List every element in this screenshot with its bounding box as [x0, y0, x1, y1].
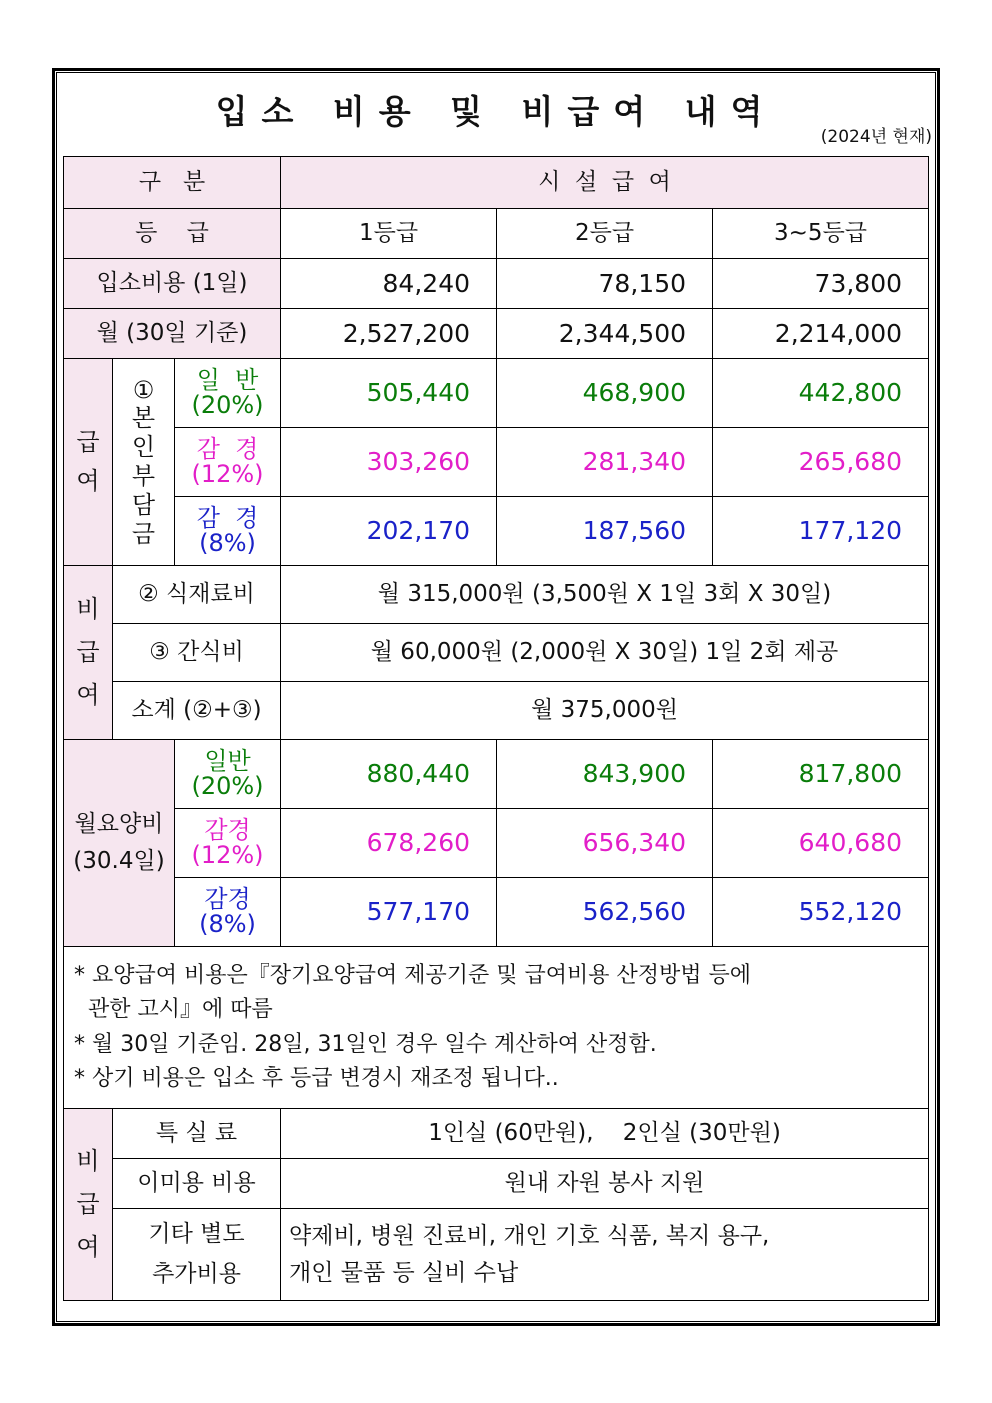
grade-header: 등 급: [64, 209, 281, 259]
hair-label: 이미용 비용: [113, 1159, 281, 1209]
meal-label: ② 식재료비: [113, 566, 281, 624]
note-line: * 요양급여 비용은『장기요양급여 제공기준 및 급여비용 산정방법 등에: [74, 963, 752, 989]
meal-value: 월 315,000원 (3,500원 X 1일 3회 X 30일): [281, 566, 929, 624]
monthly-value: 2,214,000: [713, 309, 929, 359]
page-title: 입소 비용 및 비급여 내역: [215, 92, 777, 131]
daily-value: 73,800: [713, 259, 929, 309]
copay-value: 202,170: [281, 497, 497, 566]
subtotal-label: 소계 (②+③): [113, 682, 281, 740]
copay-value: 442,800: [713, 359, 929, 428]
copay-value: 468,900: [497, 359, 713, 428]
total-value: 817,800: [713, 740, 929, 809]
grade-3-5: 3~5등급: [713, 209, 929, 259]
total-value: 640,680: [713, 809, 929, 878]
benefit-group-label: 급 여: [64, 359, 113, 566]
other-label: 기타 별도 추가비용: [113, 1209, 281, 1301]
copay-value: 281,340: [497, 428, 713, 497]
copay-general-label: 일 반 (20%): [175, 359, 281, 428]
total-general-label: 일반 (20%): [175, 740, 281, 809]
monthly-value: 2,527,200: [281, 309, 497, 359]
snack-value: 월 60,000원 (2,000원 X 30일) 1일 2회 제공: [281, 624, 929, 682]
room-label: 특 실 료: [113, 1109, 281, 1159]
hair-value: 원내 자원 봉사 지원: [281, 1159, 929, 1209]
daily-value: 84,240: [281, 259, 497, 309]
note-line: 관한 고시』에 따름: [74, 997, 273, 1023]
extra-group-label: 비 급 여: [64, 1109, 113, 1301]
copay-value: 187,560: [497, 497, 713, 566]
note-line: * 월 30일 기준임. 28일, 31일인 경우 일수 계산하여 산정함.: [74, 1031, 657, 1057]
total-value: 656,340: [497, 809, 713, 878]
snack-label: ③ 간식비: [113, 624, 281, 682]
monthly-label: 월 (30일 기준): [64, 309, 281, 359]
copay-value: 303,260: [281, 428, 497, 497]
monthly-total-label: 월요양비 (30.4일): [64, 740, 175, 947]
total-reduced12-label: 감경 (12%): [175, 809, 281, 878]
total-value: 843,900: [497, 740, 713, 809]
copay-value: 505,440: [281, 359, 497, 428]
other-value: 약제비, 병원 진료비, 개인 기호 식품, 복지 용구, 개인 물품 등 실비 수납: [281, 1209, 929, 1301]
copay-value: 265,680: [713, 428, 929, 497]
room-value: 1인실 (60만원), 2인실 (30만원): [281, 1109, 929, 1159]
grade-2: 2등급: [497, 209, 713, 259]
copay-label: ① 본 인 부 담 금: [113, 359, 175, 566]
facility-header: 시 설 급 여: [281, 157, 929, 209]
total-value: 562,560: [497, 878, 713, 947]
copay-value: 177,120: [713, 497, 929, 566]
daily-label: 입소비용 (1일): [64, 259, 281, 309]
copay-reduced8-label: 감 경 (8%): [175, 497, 281, 566]
grade-1: 1등급: [281, 209, 497, 259]
copay-reduced12-label: 감 경 (12%): [175, 428, 281, 497]
daily-value: 78,150: [497, 259, 713, 309]
subtotal-value: 월 375,000원: [281, 682, 929, 740]
total-value: 880,440: [281, 740, 497, 809]
total-value: 577,170: [281, 878, 497, 947]
total-value: 678,260: [281, 809, 497, 878]
cost-table: [63, 156, 929, 1301]
note-line: * 상기 비용은 입소 후 등급 변경시 재조정 됩니다..: [74, 1065, 559, 1091]
category-header: 구 분: [64, 157, 281, 209]
date-note: (2024년 현재): [820, 127, 932, 147]
notes: [64, 947, 929, 1109]
total-value: 552,120: [713, 878, 929, 947]
monthly-value: 2,344,500: [497, 309, 713, 359]
nonbenefit-group-label: 비 급 여: [64, 566, 113, 740]
total-reduced8-label: 감경 (8%): [175, 878, 281, 947]
